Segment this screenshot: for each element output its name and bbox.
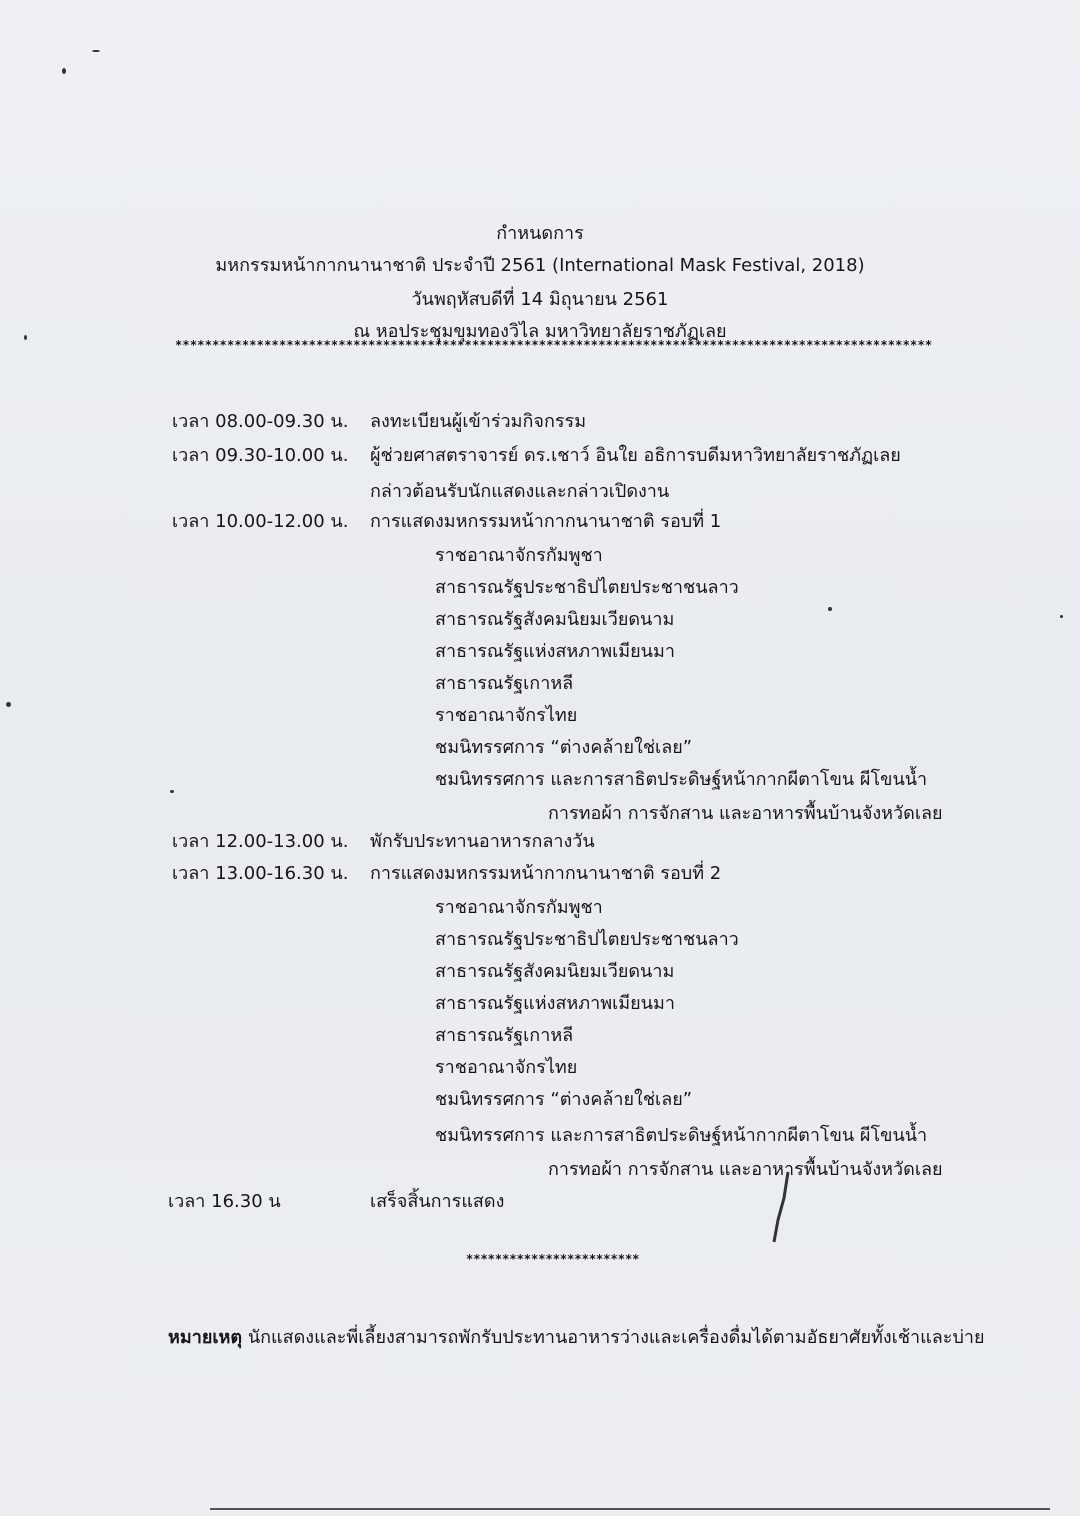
asterisk-divider: ****************************************************************************************************** — [175, 338, 933, 352]
scan-speck — [62, 68, 66, 74]
performer-item-cont: การทอผ้า การจักสาน และอาหารพื้นบ้านจังหวัดเลย — [548, 803, 943, 824]
performer-item: ชมนิทรรศการ และการสาธิตประดิษฐ์หน้ากากผีตาโขน ผีโขนน้ำ — [435, 769, 928, 790]
schedule-desc: ผู้ช่วยศาสตราจารย์ ดร.เชาว์ อินใย อธิการบดีมหาวิทยาลัยราชภัฏเลย — [370, 445, 901, 466]
schedule-time: เวลา 12.00-13.00 น. — [172, 831, 349, 852]
performer-item: สาธารณรัฐประชาธิปไตยประชาชนลาว — [435, 577, 739, 598]
heading-event: มหกรรมหน้ากากนานาชาติ ประจำปี 2561 (International Mask Festival, 2018) — [215, 255, 865, 276]
performer-item: ชมนิทรรศการ และการสาธิตประดิษฐ์หน้ากากผีตาโขน ผีโขนน้ำ — [435, 1125, 928, 1146]
performer-item: สาธารณรัฐแห่งสหภาพเมียนมา — [435, 641, 675, 662]
performer-item: ราชอาณาจักรไทย — [435, 1057, 578, 1078]
schedule-desc: การแสดงมหกรรมหน้ากากนานาชาติ รอบที่ 2 — [370, 863, 722, 884]
schedule-time: เวลา 13.00-16.30 น. — [172, 863, 349, 884]
remark — [168, 1322, 985, 1351]
performer-item: สาธารณรัฐประชาธิปไตยประชาชนลาว — [435, 929, 739, 950]
performer-item: ชมนิทรรศการ “ต่างคล้ายใช่เลย” — [435, 737, 693, 758]
scan-speck — [170, 790, 174, 793]
heading-venue: ณ หอประชุมขุมทองวิไล มหาวิทยาลัยราชภัฏเลย — [353, 321, 727, 342]
scan-speck — [1060, 615, 1063, 618]
performer-item: สาธารณรัฐสังคมนิยมเวียดนาม — [435, 609, 675, 630]
schedule-desc: การแสดงมหกรรมหน้ากากนานาชาติ รอบที่ 1 — [370, 511, 722, 532]
performer-item: สาธารณรัฐสังคมนิยมเวียดนาม — [435, 961, 675, 982]
schedule-desc-cont: กล่าวต้อนรับนักแสดงและกล่าวเปิดงาน — [370, 481, 670, 502]
performer-item: สาธารณรัฐเกาหลี — [435, 1025, 574, 1046]
performer-item: สาธารณรัฐแห่งสหภาพเมียนมา — [435, 993, 675, 1014]
performer-item: สาธารณรัฐเกาหลี — [435, 673, 574, 694]
performer-item: ชมนิทรรศการ “ต่างคล้ายใช่เลย” — [435, 1089, 693, 1110]
heading-title: กำหนดการ — [496, 223, 584, 244]
schedule-time: เวลา 10.00-12.00 น. — [172, 511, 349, 532]
schedule-desc: พักรับประทานอาหารกลางวัน — [370, 831, 595, 852]
scan-speck — [92, 50, 100, 52]
closing-asterisk-divider: ************************ — [466, 1252, 640, 1266]
performer-item: ราชอาณาจักรกัมพูชา — [435, 545, 603, 566]
scan-speck — [6, 702, 11, 707]
schedule-time: เวลา 16.30 น — [168, 1191, 281, 1212]
heading-date: วันพฤหัสบดีที่ 14 มิถุนายน 2561 — [411, 289, 669, 310]
performer-item-cont: การทอผ้า การจักสาน และอาหารพื้นบ้านจังหวัดเลย — [548, 1159, 943, 1180]
performer-item: ราชอาณาจักรกัมพูชา — [435, 897, 603, 918]
pen-mark — [766, 1168, 796, 1248]
remark-text: นักแสดงและพี่เลี้ยงสามารถพักรับประทานอาหารว่างและเครื่องดื่มได้ตามอัธยาศัยทั้งเช้าและบ่าย — [247, 1327, 985, 1348]
remark-label: หมายเหตุ — [168, 1327, 243, 1348]
schedule-time: เวลา 08.00-09.30 น. — [172, 411, 349, 432]
schedule-desc: เสร็จสิ้นการแสดง — [370, 1191, 505, 1212]
schedule-desc: ลงทะเบียนผู้เข้าร่วมกิจกรรม — [370, 411, 587, 432]
schedule-time: เวลา 09.30-10.00 น. — [172, 445, 349, 466]
scan-speck — [828, 607, 832, 611]
bottom-edge-line — [210, 1508, 1050, 1510]
performer-item: ราชอาณาจักรไทย — [435, 705, 578, 726]
